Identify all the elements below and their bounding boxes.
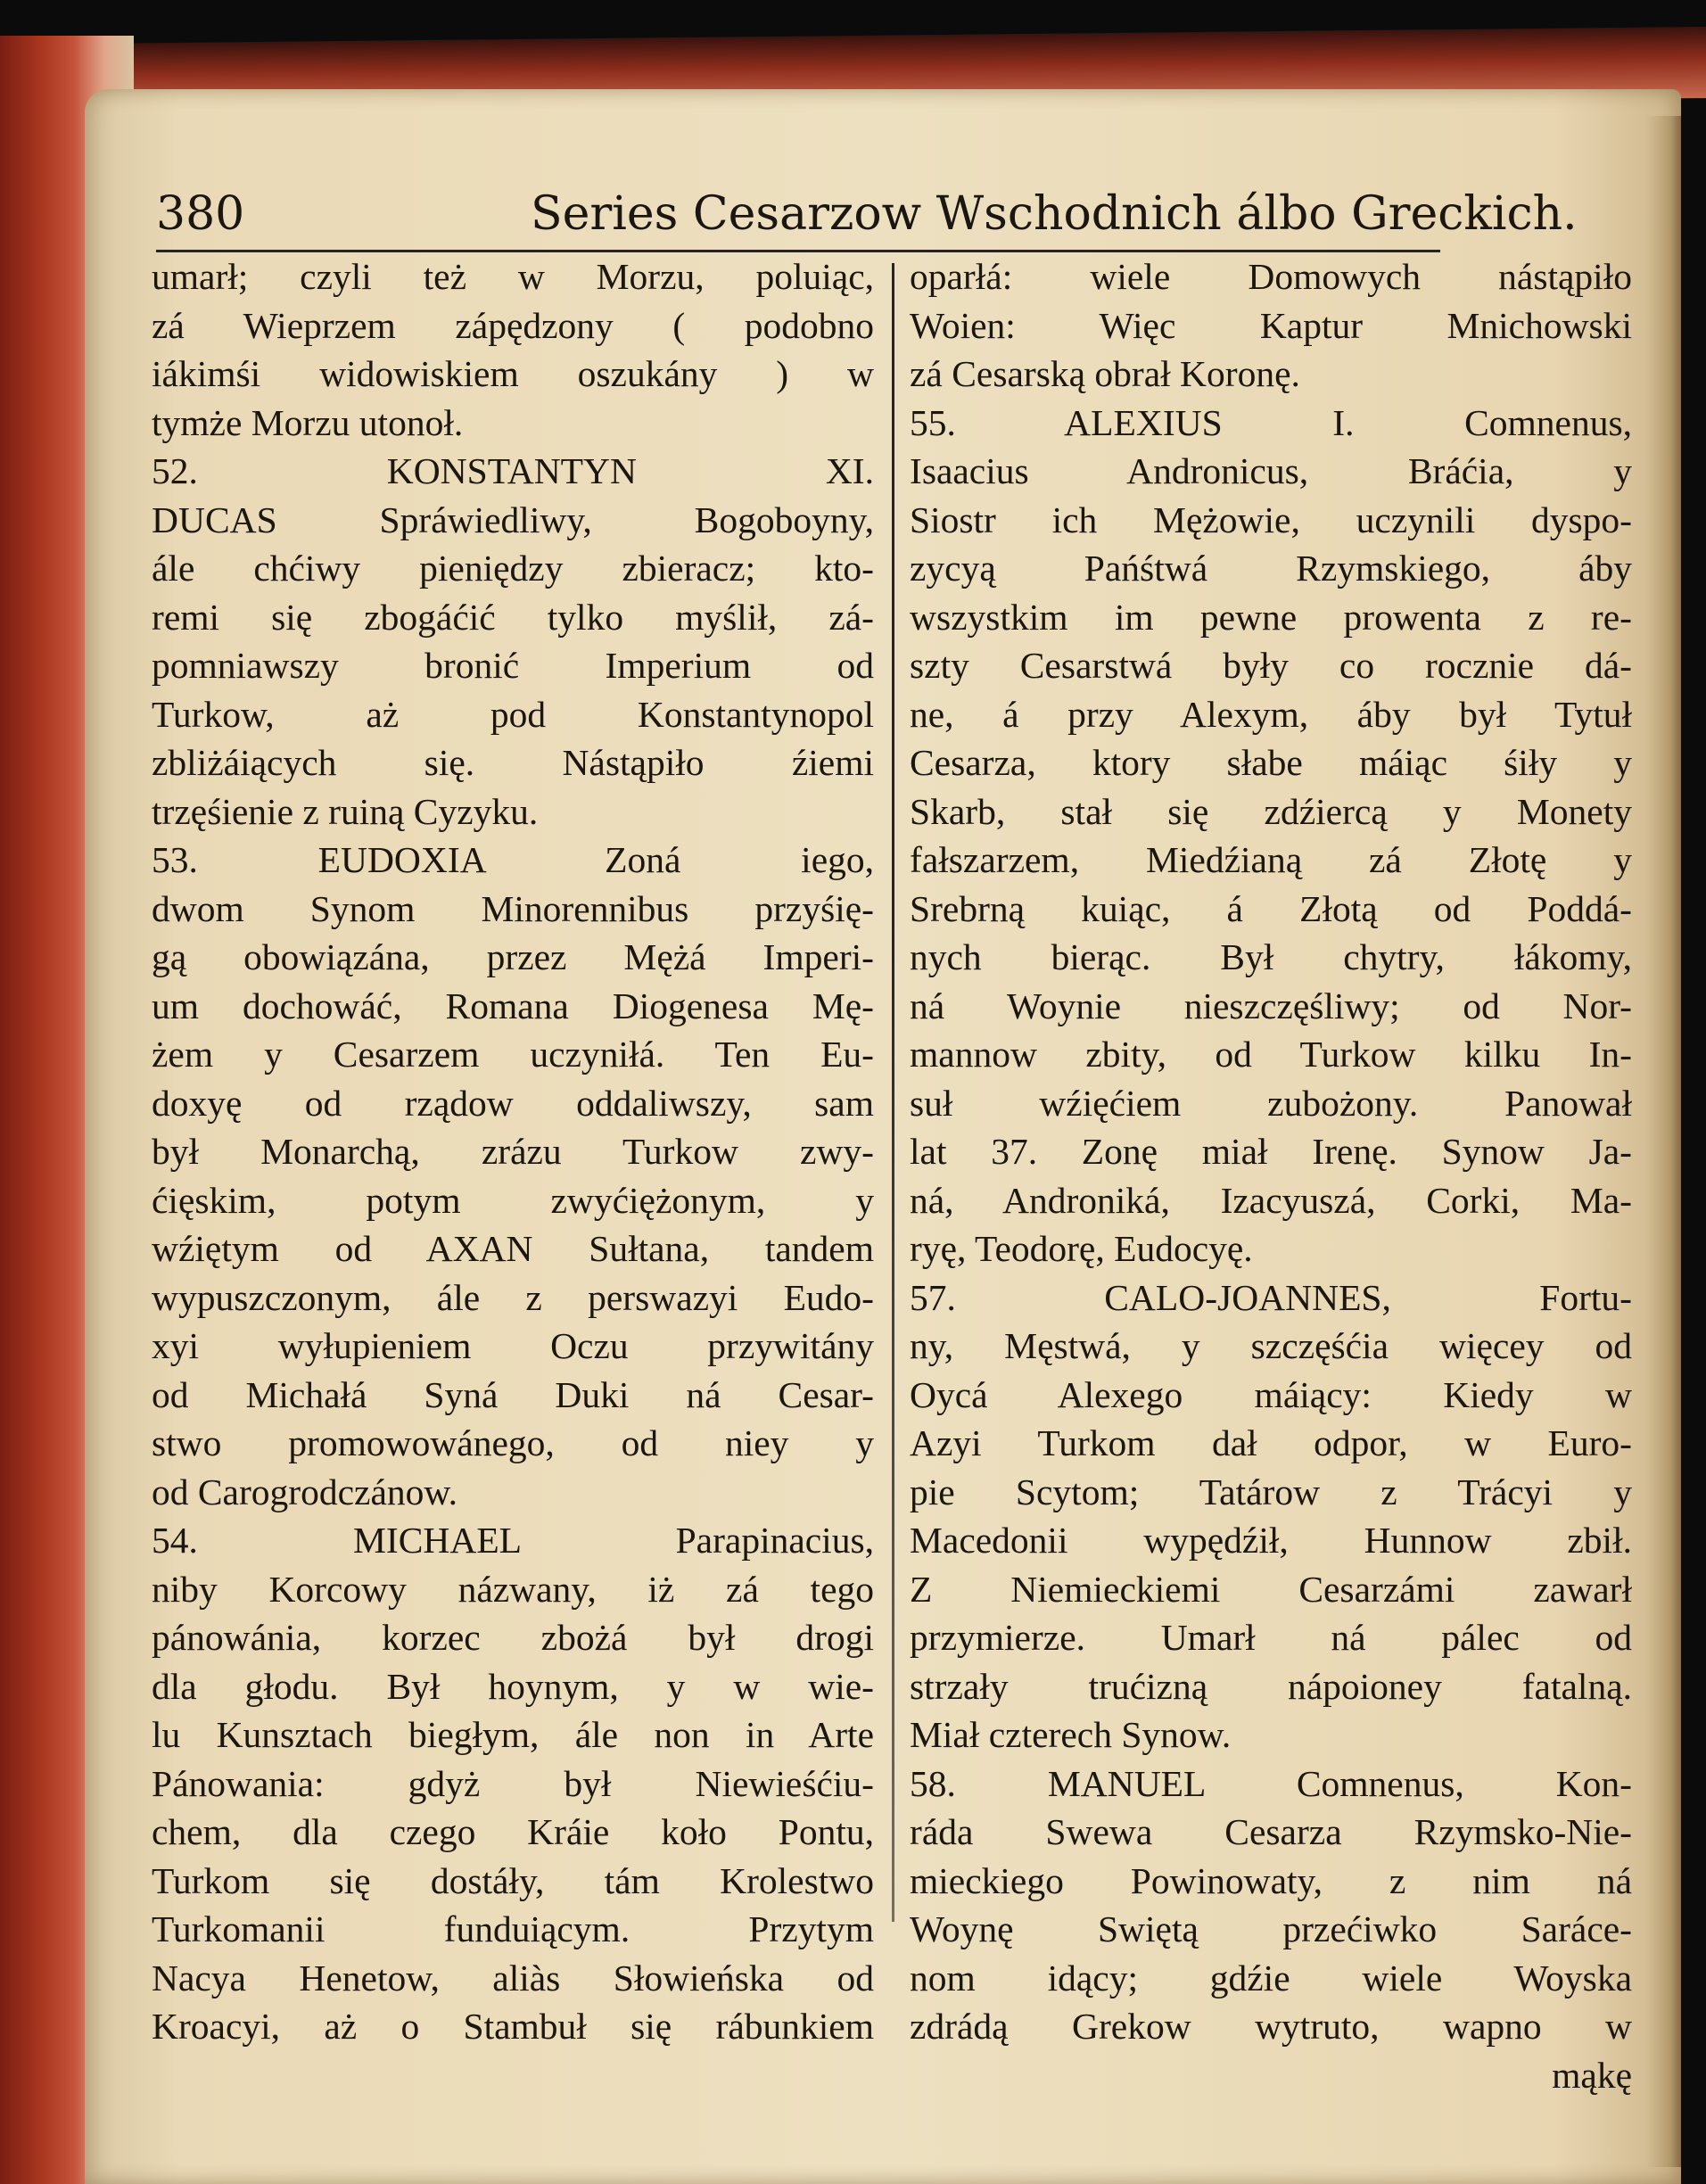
- text-line: Miał czterech Synow.: [910, 1714, 1232, 1755]
- text-line: pie Scytom; Tatárow z Trácyi y: [910, 1471, 1632, 1512]
- text-line: szty Cesarstwá były co rocznie dá-: [910, 645, 1632, 686]
- text-line: Siostr ich Mężowie, uczynili dyspo-: [910, 499, 1632, 540]
- text-line: od Carogrodczánow.: [152, 1471, 458, 1512]
- text-line: mannow zbity, od Turkow kilku In-: [910, 1034, 1632, 1075]
- text-line: Nacya Henetow, aliàs Słowieńska od: [152, 1957, 874, 1999]
- text-line: zdrádą Grekow wytruto, wapno w: [910, 2006, 1632, 2047]
- text-line: xyi wyłupieniem Oczu przywitány: [152, 1325, 874, 1366]
- text-line: Skarb, stał się zdźiercą y Monety: [910, 790, 1632, 832]
- text-line: nom idący; gdźie wiele Woyska: [910, 1957, 1632, 1999]
- text-line: Srebrną kuiąc, á Złotą od Poddá-: [910, 887, 1632, 929]
- text-line: strzały trućizną nápoioney fatalną.: [910, 1665, 1632, 1707]
- text-line: 52. KONSTANTYN XI.: [152, 450, 874, 491]
- text-line: 53. EUDOXIA Zoná iego,: [152, 839, 874, 880]
- page-gutter-shadow: [1645, 116, 1681, 2167]
- text-line: remi się zbogáćić tylko myślił, zá-: [152, 596, 874, 638]
- text-line: wźiętym od AXAN Sułtana, tandem: [152, 1228, 874, 1269]
- text-line: pomniawszy bronić Imperium od: [152, 645, 874, 686]
- text-line: 58. MANUEL Comnenus, Kon-: [910, 1762, 1632, 1804]
- text-line: Turkomanii funduiącym. Przytym: [152, 1908, 874, 1949]
- text-line: 57. CALO-JOANNES, Fortu-: [910, 1276, 1632, 1318]
- text-line: nych bierąc. Był chytry, łákomy,: [910, 936, 1632, 977]
- text-line: DUCAS Spráwiedliwy, Bogoboyny,: [152, 499, 874, 540]
- text-line: Macedonii wypędźił, Hunnow zbił.: [910, 1520, 1632, 1561]
- text-line: wszystkim im pewne prowenta z re-: [910, 596, 1632, 638]
- right-column: [910, 252, 1632, 2099]
- text-line: 55. ALEXIUS I. Comnenus,: [910, 401, 1632, 443]
- text-line: iákimśi widowiskiem oszukány ) w: [152, 353, 874, 394]
- column-divider: [892, 263, 894, 1922]
- text-line: trzęśienie z ruiną Cyzyku.: [152, 790, 539, 832]
- text-line: pánowánia, korzec zbożá był drogi: [152, 1617, 874, 1658]
- text-line: mąkę: [1552, 2054, 1632, 2096]
- text-line: Woien: Więc Kaptur Mnichowski: [910, 304, 1632, 346]
- text-line: Z Niemieckiemi Cesarzámi zawarł: [910, 1568, 1632, 1610]
- text-line: zá Wieprzem zápędzony ( podobno: [152, 304, 874, 346]
- text-line: umarł; czyli też w Morzu, poluiąc,: [152, 256, 874, 297]
- text-line: Turkow, aż pod Konstantynopol: [152, 693, 874, 735]
- text-line: Kroacyi, aż o Stambuł się rábunkiem: [152, 2006, 874, 2047]
- text-line: ćięskim, potym zwyćiężonym, y: [152, 1179, 874, 1221]
- text-line: ny, Męstwá, y szczęśćia więcey od: [910, 1325, 1632, 1366]
- running-title: Series Cesarzow Wschodnich álbo Greckich.: [531, 187, 1578, 241]
- text-line: oparłá: wiele Domowych nástąpiło: [910, 256, 1632, 297]
- text-line: zycyą Pańśtwá Rzymskiego, áby: [910, 548, 1632, 589]
- text-line: niby Korcowy názwany, iż zá tego: [152, 1568, 874, 1610]
- text-line: mieckiego Powinowaty, z nim ná: [910, 1859, 1632, 1901]
- text-line: Turkom się dostáły, tám Krolestwo: [152, 1859, 874, 1901]
- running-header: [156, 178, 1578, 250]
- text-line: żem y Cesarzem uczyniłá. Ten Eu-: [152, 1034, 874, 1075]
- page-number: 380: [156, 187, 245, 241]
- text-line: Pánowania: gdyż był Niewieśćiu-: [152, 1762, 874, 1804]
- text-line: ná Woynie nieszczęśliwy; od Nor-: [910, 985, 1632, 1026]
- text-line: Woynę Swiętą przećiwko Sarácе-: [910, 1908, 1632, 1949]
- text-line: um dochowáć, Romana Diogenesa Mę-: [152, 985, 874, 1026]
- text-line: zá Cesarską obrał Koronę.: [910, 353, 1300, 394]
- text-line: zbliżáiących się. Nástąpiło źiemi: [152, 742, 874, 783]
- text-line: ále chćiwy pieniędzy zbieracz; kto-: [152, 548, 874, 589]
- text-line: Cesarza, ktory słabe máiąc śiły y: [910, 742, 1632, 783]
- text-line: dwom Synom Minorennibus przyśię-: [152, 887, 874, 929]
- text-line: Isaacius Andronicus, Bráćia, y: [910, 450, 1632, 491]
- text-line: lu Kunsztach biegłym, ále non in Arte: [152, 1714, 874, 1755]
- text-line: ná, Androniká, Izacyuszá, Corki, Ma-: [910, 1179, 1632, 1221]
- text-line: gą obowiązána, przez Mężá Imperi-: [152, 936, 874, 977]
- text-line: był Monarchą, zrázu Turkow zwy-: [152, 1131, 874, 1172]
- text-line: dla głodu. Był hoynym, y w wie-: [152, 1665, 874, 1707]
- text-line: wypuszczonym, ále z perswazyi Eudo-: [152, 1276, 874, 1318]
- text-line: doxyę od rządow oddaliwszy, sam: [152, 1082, 874, 1124]
- text-line: chem, dla czego Kráie koło Pontu,: [152, 1811, 874, 1852]
- text-line: fałszarzem, Miedźianą zá Złotę y: [910, 839, 1632, 880]
- text-line: od Michałá Syná Duki ná Cesar-: [152, 1373, 874, 1415]
- text-line: ryę, Teodorę, Eudocyę.: [910, 1228, 1253, 1269]
- text-line: ne, á przy Alexym, áby był Tytuł: [910, 693, 1632, 735]
- text-line: przymierze. Umarł ná pálec od: [910, 1617, 1632, 1658]
- left-column: [152, 252, 874, 2051]
- book-page: [85, 89, 1681, 2184]
- text-line: ráda Swewa Cesarza Rzymsko-Nie-: [910, 1811, 1632, 1852]
- text-line: stwo promowowánego, od niey y: [152, 1422, 874, 1463]
- text-line: lat 37. Zonę miał Irenę. Synow Ja-: [910, 1131, 1632, 1172]
- text-line: Oycá Alexego máiący: Kiedy w: [910, 1373, 1632, 1415]
- text-line: Azyi Turkom dał odpor, w Euro-: [910, 1422, 1632, 1463]
- text-line: 54. MICHAEL Parapinacius,: [152, 1520, 874, 1561]
- text-line: suł wźięćiem zubożony. Panował: [910, 1082, 1632, 1124]
- text-line: tymże Morzu utonoł.: [152, 401, 464, 443]
